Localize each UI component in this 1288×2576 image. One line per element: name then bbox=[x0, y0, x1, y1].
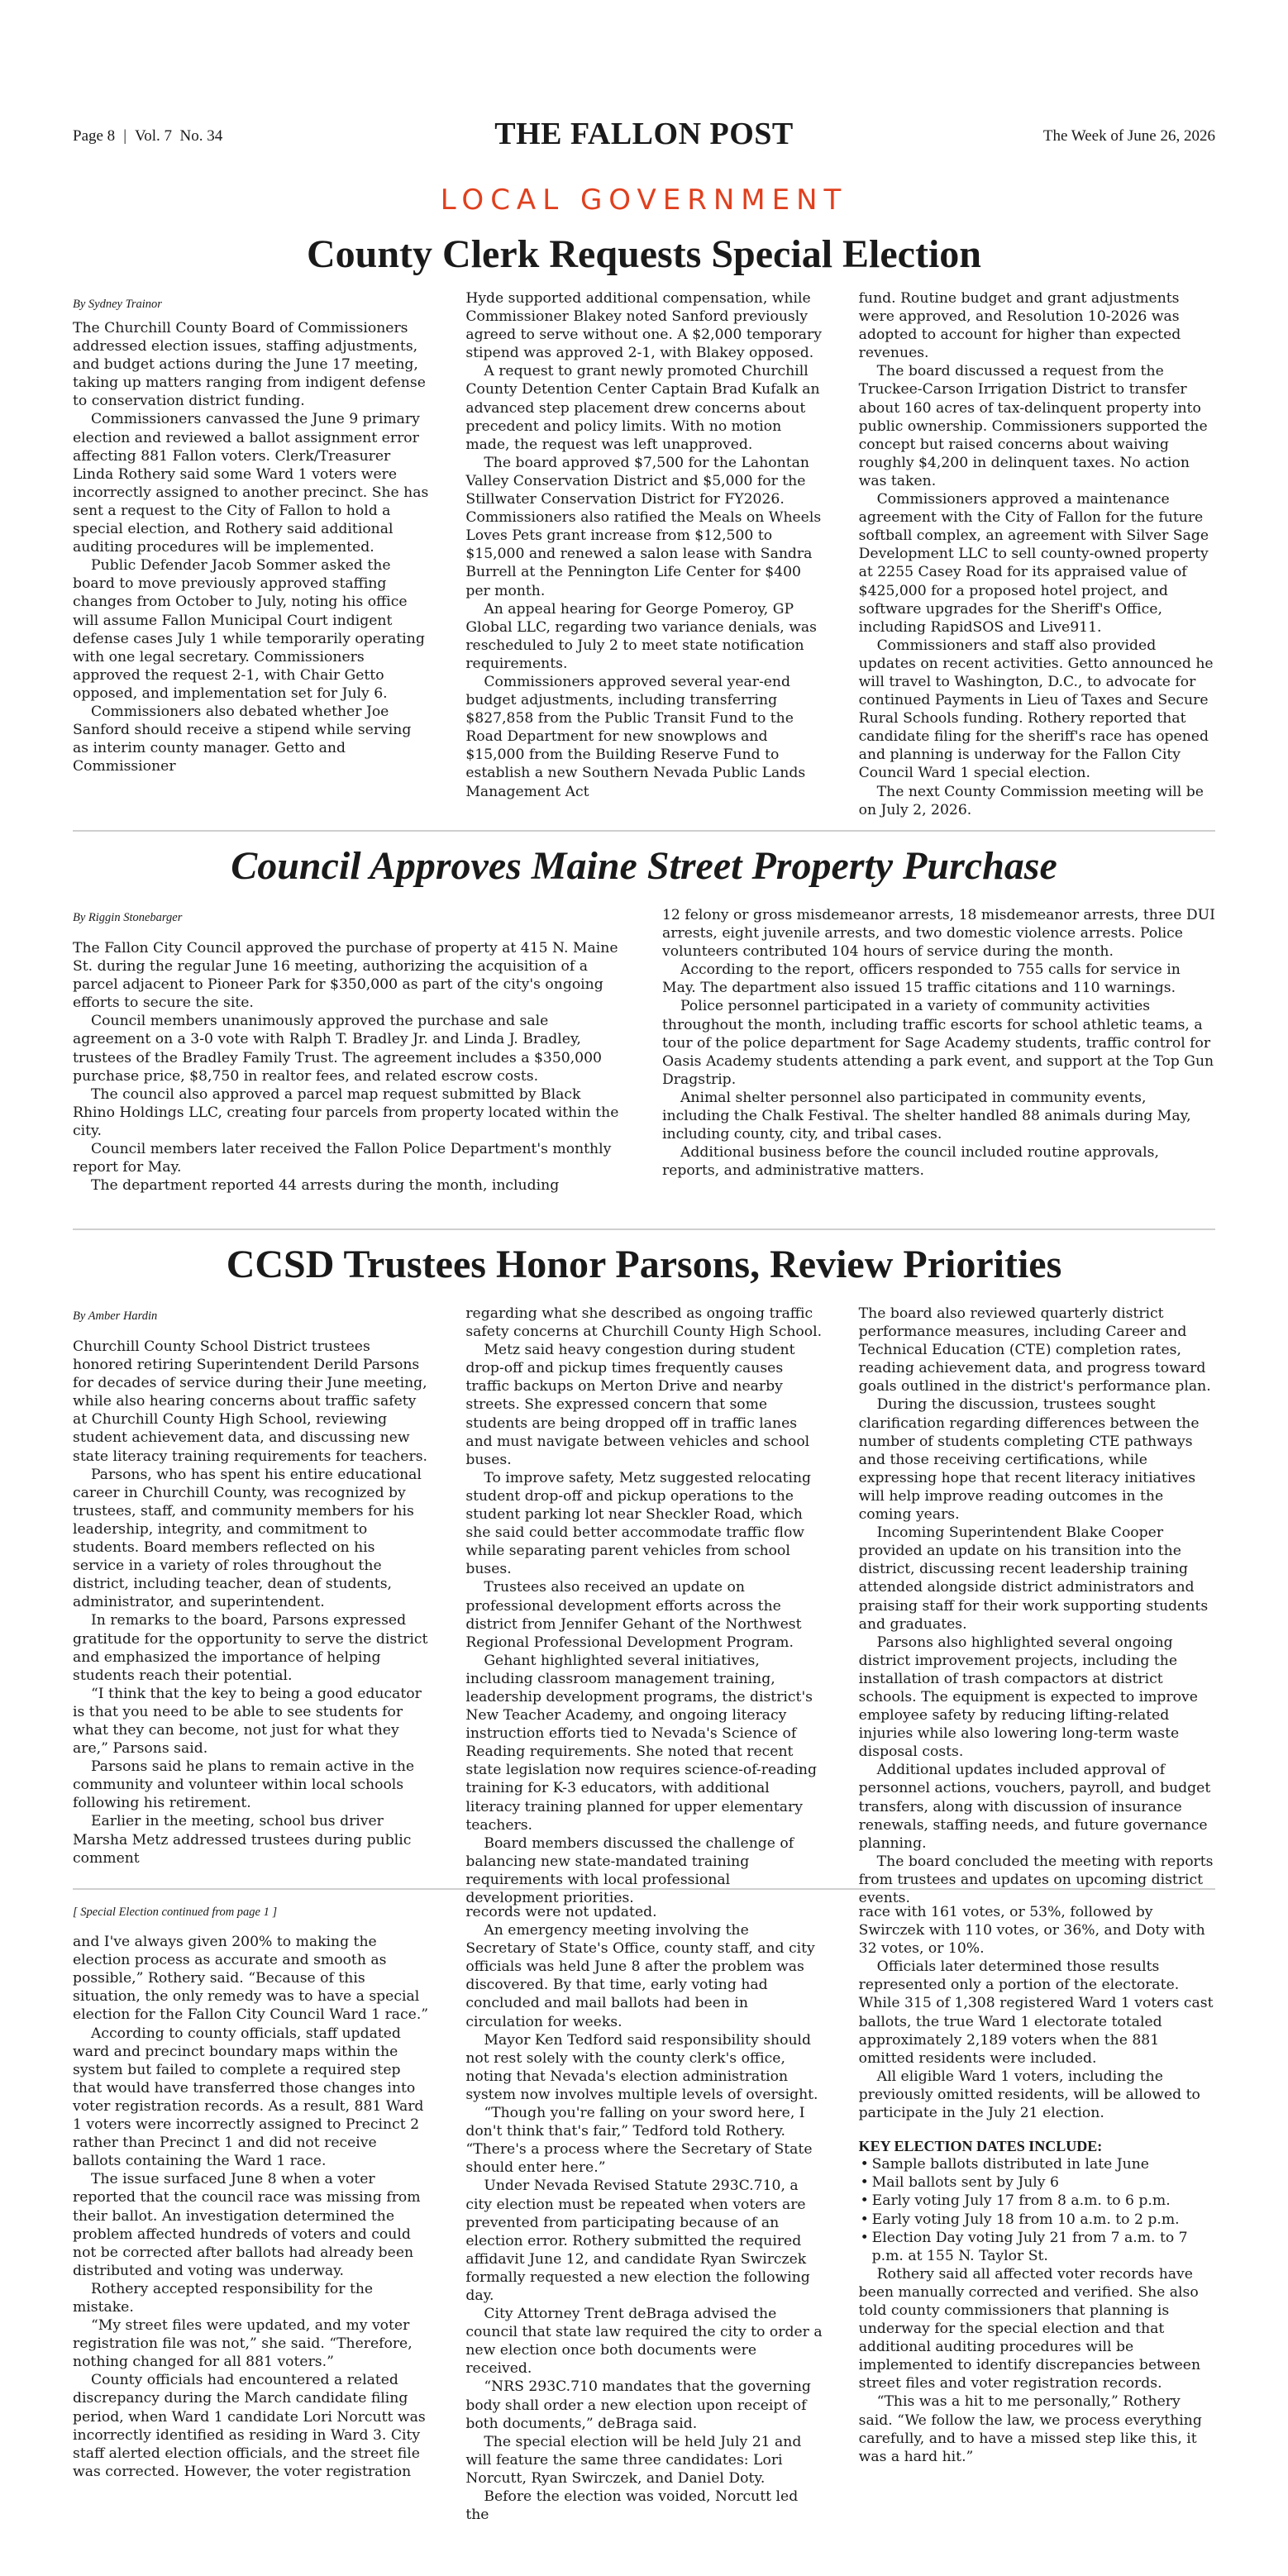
paragraph: “Though you're falling on your sword here, I don't think that's fair,” Tedford told Rothery. “There's a process where the Secretary of State should enter here.” bbox=[465, 2105, 813, 2177]
paragraph: The special election will be held July 21 and will feature the same three candidates: Lori Norcutt, Ryan Swirczek, and Daniel Doty. bbox=[465, 2433, 802, 2487]
publication-title: THE FALLON POST bbox=[494, 117, 794, 151]
article-column bbox=[73, 289, 429, 819]
paragraph: Animal shelter personnel also participated in community events, including the Chalk Festival. The shelter handled 88 animals during May, including county, city, and tribal cases. bbox=[662, 1089, 1191, 1143]
paragraph: To improve safety, Metz suggested relocating student drop-off and pickup operations to the student parking lot near Sheckler Road, which she said could better accommodate traffic flow while separating parent vehicles from school buses. bbox=[465, 1469, 812, 1578]
article-body bbox=[73, 289, 1215, 819]
article-column bbox=[465, 1903, 822, 2524]
article-council-property bbox=[73, 843, 1215, 1207]
paragraph: According to county officials, staff updated ward and precinct boundary maps within the system but failed to complete a required step that would have transferred those changes into voter registration records. As a result, 881 Ward 1 voters were incorrectly assigned to Precinct 2 rather than Precinct 1 and did not receive ballots containing the Ward 1 race. bbox=[73, 2025, 424, 2170]
key-date-item: • Early voting July 17 from 8 a.m. to 6 p.m. bbox=[859, 2192, 1215, 2210]
section-divider bbox=[73, 1888, 1215, 1890]
section-label: LOCAL GOVERNMENT bbox=[440, 184, 848, 217]
paragraph: The board concluded the meeting with reports from trustees and updates on upcoming district events. bbox=[858, 1853, 1214, 1906]
article-column bbox=[73, 1305, 429, 1907]
article-column bbox=[73, 1903, 429, 2524]
key-dates-heading: KEY ELECTION DATES INCLUDE: bbox=[858, 2138, 1103, 2155]
masthead bbox=[73, 116, 1215, 157]
paragraph: An emergency meeting involving the Secretary of State's Office, county staff, and city officials was held June 8 after the problem was discovered. By that time, early voting had concluded and mail ballots had been in circulation for weeks. bbox=[465, 1922, 815, 2030]
column-text bbox=[73, 1933, 429, 2481]
paragraph: The next County Commission meeting will be on July 2, 2026. bbox=[858, 783, 1204, 818]
paragraph: records were not updated. bbox=[465, 1904, 657, 1920]
paragraph: Metz said heavy congestion during student drop-off and pickup times frequently causes traffic backups on Merton Drive and nearby streets. She expressed concern that some students are being dropped off in traffic lanes and must navigate between vehicles and school buses. bbox=[465, 1342, 810, 1468]
paragraph: “I think that the key to being a good educator is that you need to be able to see students for what they can become, not just for what they are,” Parsons said. bbox=[73, 1685, 422, 1758]
key-date-item: • Sample ballots distributed in late June bbox=[859, 2155, 1215, 2173]
paragraph: Parsons, who has spent his entire educational career in Churchill County, was recognized by trustees, staff, and community members for his leadership, integrity, and commitment to students. Board members reflected on his service in a variety of roles throughout the district, including teacher, dean of students, administrator, and superintendent. bbox=[73, 1466, 422, 1611]
closing-text bbox=[859, 2265, 1215, 2466]
key-date-item: • Early voting July 18 from 10 a.m. to 2 p.m. bbox=[859, 2211, 1215, 2229]
paragraph: Commissioners approved several year-end budget adjustments, including transferring $827,858 from the Public Transit Fund to the Road Department for new snowplows and $15,000 from the Building Reserve Fund to establish a new Southern Nevada Public Lands Management Act bbox=[465, 673, 806, 800]
article-byline: By Amber Hardin bbox=[73, 1309, 158, 1323]
paragraph: Hyde supported additional compensation, while Commissioner Blakey noted Sanford previously agreed to serve without one. A $2,000 temporary stipend was approved 2-1, with Blakey opposed. bbox=[465, 290, 822, 362]
paragraph: The issue surfaced June 8 when a voter reported that the council race was missing from their ballot. An investigation determined the problem affected hundreds of voters and could not be corrected after ballots had already been distributed and voting was underway. bbox=[73, 2171, 421, 2279]
paragraph: Trustees also received an update on professional development efforts across the district from Jennifer Gehant of the Northwest Regional Professional Development Program. bbox=[465, 1579, 802, 1651]
paragraph: Police personnel participated in a variety of community activities throughout the month, including traffic escorts for school athletic teams, a tour of the police department for Sage Academy students, traffic control for Oasis Academy students attending a park event, and support at the Top Gun Dragstrip. bbox=[662, 998, 1214, 1088]
paragraph: “My street files were updated, and my voter registration file was not,” she said. “Therefore, nothing changed for all 881 voters.” bbox=[73, 2317, 413, 2371]
paragraph: Additional business before the council included routine approvals, reports, and administrative matters. bbox=[662, 1144, 1159, 1180]
article-column bbox=[859, 1903, 1215, 2524]
article-special-election-continued bbox=[73, 1903, 1215, 2564]
paragraph: Rothery accepted responsibility for the mistake. bbox=[73, 2280, 374, 2316]
article-column bbox=[859, 1305, 1215, 1907]
paragraph: Incoming Superintendent Blake Cooper provided an update on his transition into the district, discussing recent leadership training attended alongside district administrators and praising staff for their work supporting students and graduates. bbox=[858, 1524, 1209, 1633]
paragraph: Council members unanimously approved the purchase and sale agreement on a 3-0 vote with Ralph T. Bradley Jr. and Linda J. Bradley, trustees of the Bradley Family Trust. The agreement includes a $350,000 purchase price, $8,750 in realtor fees, and related escrow costs. bbox=[73, 1013, 602, 1085]
paragraph: A request to grant newly promoted Churchill County Detention Center Captain Brad Kufalk an advanced step placement drew concerns about precedent and policy limits. With no motion made, the request was left unapproved. bbox=[465, 363, 820, 453]
paragraph: All eligible Ward 1 voters, including the previously omitted residents, will be allowed to participate in the July 21 election. bbox=[858, 2068, 1200, 2122]
paragraph: regarding what she described as ongoing traffic safety concerns at Churchill County High School. bbox=[465, 1305, 823, 1341]
paragraph: An appeal hearing for George Pomeroy, GP Global LLC, regarding two variance denials, was rescheduled to July 2 to meet state notification requirements. bbox=[465, 600, 817, 672]
paragraph: According to the report, officers responded to 755 calls for service in May. The department also issued 15 traffic citations and 110 warnings. bbox=[662, 961, 1181, 997]
paragraph: The board approved $7,500 for the Lahontan Valley Conservation District and $5,000 for the Stillwater Conservation District for FY2026. Commissioners also ratified the Meals on Wheels Loves Pets grant increase from $12,500 to $15,000 and renewed a salon lease with Sandra Burrell at the Pennington Life Center for $400 per month. bbox=[465, 454, 822, 599]
paragraph: “This was a hit to me personally,” Rothery said. “We follow the law, we process everything carefully, and to have a missed step like this, it was a hard hit.” bbox=[858, 2393, 1202, 2465]
article-county-clerk bbox=[73, 231, 1215, 818]
paragraph: Gehant highlighted several initiatives, including classroom management training, leadership development programs, the district's New Teacher Academy, and ongoing literacy instruction efforts tied to Nevada's Science of Reading requirements. She noted that recent state legislation now requires science-of-reading training for K-3 educators, with additional literacy training planned for upper elementary teachers. bbox=[465, 1652, 817, 1834]
paragraph: The Fallon City Council approved the purchase of property at 415 N. Maine St. during the regular June 16 meeting, authorizing the acquisition of a parcel adjacent to Pioneer Park for $350,000 as part of the city's ongoing efforts to secure the site. bbox=[73, 940, 618, 1012]
article-column bbox=[859, 289, 1215, 819]
key-dates-list bbox=[859, 2155, 1215, 2265]
paragraph: Officials later determined those results represented only a portion of the electorate. While 315 of 1,308 registered Ward 1 voters cast ballots, the true Ward 1 electorate totaled approximately 2,189 voters when the 881 omitted residents were included. bbox=[858, 1958, 1214, 2067]
paragraph: Parsons also highlighted several ongoing district improvement projects, including the installation of trash compactors at district schools. The equipment is expected to improve employee safety by reducing lifting-related injuries while also lowering long-term waste disposal costs. bbox=[858, 1634, 1198, 1761]
paragraph: Commissioners and staff also provided updates on recent activities. Getto announced he will travel to Washington, D.C., to advocate for continued Payments in Lieu of Taxes and Secure Rural Schools funding. Rothery reported that candidate filing for the sheriff's race has opened and planning is underway for the Fallon City Council Ward 1 special election. bbox=[858, 637, 1214, 782]
paragraph: Additional updates included approval of personnel actions, vouchers, payroll, and budget transfers, along with discussion of insurance renewals, staffing needs, and future governance planning. bbox=[858, 1762, 1211, 1852]
paragraph: Under Nevada Revised Statute 293C.710, a city election must be repeated when voters are prevented from participating because of an election error. Rothery submitted the required affidavit June 12, and candidate Ryan Swirczek formally requested a new election the following day. bbox=[465, 2178, 810, 2304]
issue-date: The Week of June 26, 2026 bbox=[1042, 127, 1215, 145]
paragraph: Churchill County School District trustees honored retiring Superintendent Derild Parsons for decades of service during their June meeting, while also hearing concerns about traffic safety at Churchill County High School, reviewing student achievement data, and discussing new state literacy training requirements for teachers. bbox=[73, 1338, 427, 1465]
paragraph: “NRS 293C.710 mandates that the governing body shall order a new election upon receipt of both documents,” deBraga said. bbox=[465, 2378, 811, 2432]
paragraph: The department reported 44 arrests during the month, including bbox=[91, 1177, 560, 1195]
volume-number: Vol. 7 No. 34 bbox=[135, 127, 223, 145]
paragraph: Public Defender Jacob Sommer asked the board to move previously approved staffing changes from October to July, noting his office will assume Fallon Municipal Court indigent defense cases July 1 while temporarily operating with one legal secretary. Commissioners approved the request 2-1, with Chair Getto opposed, and implementation set for July 6. bbox=[73, 557, 425, 702]
paragraph: Earlier in the meeting, school bus driver Marsha Metz addressed trustees during public comment bbox=[73, 1813, 412, 1867]
article-ccsd-trustees bbox=[73, 1242, 1215, 1906]
article-column bbox=[465, 289, 822, 819]
key-date-item: • Election Day voting July 21 from 7 a.m. to 7 p.m. at 155 N. Taylor St. bbox=[859, 2229, 1215, 2265]
paragraph: Commissioners approved a maintenance agreement with the City of Fallon for the future softball complex, an agreement with Silver Sage Development LLC to sell county-owned property at 2255 Casey Road for its appraised value of $425,000 for a proposed hotel project, and software upgrades for the Sheriff's Office, including RapidSOS and Live911. bbox=[858, 491, 1209, 636]
paragraph: Board members discussed the challenge of balancing new state-mandated training requirements with local professional development priorities. bbox=[465, 1834, 794, 1906]
paragraph: Commissioners canvassed the June 9 primary election and reviewed a ballot assignment error affecting 881 Fallon voters. Clerk/Treasurer Linda Rothery said some Ward 1 voters were incorrectly assigned to another precinct. She has sent a request to the City of Fallon to hold a special election, and Rothery said additional auditing procedures will be implemented. bbox=[73, 411, 429, 556]
article-body bbox=[73, 1903, 1215, 2524]
article-byline: By Sydney Trainor bbox=[73, 298, 162, 311]
paragraph: The Churchill County Board of Commissioners addressed election issues, staffing adjustments, and budget actions during the June 17 meeting, taking up matters ranging from indigent defense to conservation district funding. bbox=[73, 320, 426, 410]
article-body bbox=[73, 906, 1215, 1195]
paragraph: City Attorney Trent deBraga advised the council that state law required the city to order a new election once both documents were received. bbox=[465, 2306, 823, 2378]
page-number: Page 8 bbox=[73, 127, 116, 145]
article-body bbox=[73, 1305, 1215, 1907]
column-text bbox=[859, 1903, 1215, 2122]
paragraph: Commissioners also debated whether Joe Sanford should receive a stipend while serving as interim county manager. Getto and Commissioner bbox=[73, 703, 412, 775]
divider: | bbox=[123, 127, 126, 145]
section-divider bbox=[73, 830, 1215, 832]
paragraph: Rothery said all affected voter records have been manually corrected and verified. She also told county commissioners that planning is underway for the special election and that additional auditing procedures will be implemented to identify discrepancies between street files and voter registration records. bbox=[858, 2265, 1201, 2392]
article-headline: Council Approves Maine Street Property Purchase bbox=[231, 844, 1057, 888]
continued-label: [ Special Election continued from page 1 ] bbox=[73, 1906, 278, 1919]
article-column bbox=[73, 906, 626, 1195]
paragraph: Parsons said he plans to remain active in the community and volunteer within local schools following his retirement. bbox=[73, 1758, 415, 1812]
paragraph: 12 felony or gross misdemeanor arrests, 18 misdemeanor arrests, three DUI arrests, eight juvenile arrests, and two domestic violence arrests. Police volunteers contributed 104 hours of service during the month. bbox=[662, 907, 1215, 961]
key-date-item: • Mail ballots sent by July 6 bbox=[859, 2173, 1215, 2192]
paragraph: Before the election was voided, Norcutt led the bbox=[465, 2488, 799, 2524]
paragraph: In remarks to the board, Parsons expressed gratitude for the opportunity to serve the district and emphasized the importance of helping students reach their potential. bbox=[73, 1612, 428, 1684]
paragraph: and I've always given 200% to making the election process as accurate and smooth as possible,” Rothery said. “Because of this situation, the only remedy was to have a special election for the Fallon City Council Ward 1 race.” bbox=[73, 1934, 429, 2024]
paragraph: fund. Routine budget and grant adjustments were approved, and Resolution 10-2026 was adopted to account for higher than expected revenues. bbox=[858, 290, 1181, 362]
paragraph: The board also reviewed quarterly district performance measures, including Career and Technical Education (CTE) completion rates, reading achievement data, and progress toward goals outlined in the district's performance plan. bbox=[858, 1305, 1211, 1395]
article-headline: CCSD Trustees Honor Parsons, Review Priorities bbox=[226, 1243, 1062, 1286]
article-column bbox=[465, 1305, 822, 1907]
paragraph: County officials had encountered a related discrepancy during the March candidate filing period, when Ward 1 candidate Lori Norcutt was incorrectly identified as residing in Ward 3. City staff alerted election officials, and the street file was corrected. However, the voter registration bbox=[73, 2372, 426, 2480]
article-column bbox=[662, 906, 1215, 1195]
paragraph: race with 161 votes, or 53%, followed by Swirczek with 110 votes, or 36%, and Doty with 32 votes, or 10%. bbox=[858, 1904, 1205, 1958]
article-byline: By Riggin Stonebarger bbox=[73, 911, 183, 924]
section-divider bbox=[73, 1228, 1215, 1230]
paragraph: Council members later received the Fallon Police Department's monthly report for May. bbox=[73, 1141, 612, 1176]
paragraph: Mayor Ken Tedford said responsibility should not rest solely with the county clerk's office, noting that Nevada's election administration system now involves multiple levels of oversight. bbox=[465, 2031, 818, 2103]
paragraph: The board discussed a request from the Truckee-Carson Irrigation District to transfer about 160 acres of tax-delinquent property into public ownership. Commissioners supported the concept but raised concerns about waiving roughly $4,200 in delinquent taxes. No action was taken. bbox=[858, 363, 1208, 489]
paragraph: During the discussion, trustees sought clarification regarding differences between the number of students completing CTE pathways and those receiving certifications, while expressing hope that recent literacy initiatives will help improve reading outcomes in the coming years. bbox=[858, 1396, 1200, 1524]
article-headline: County Clerk Requests Special Election bbox=[307, 232, 981, 276]
paragraph: The council also approved a parcel map request submitted by Black Rhino Holdings LLC, creating four parcels from property located within the city. bbox=[73, 1085, 619, 1139]
